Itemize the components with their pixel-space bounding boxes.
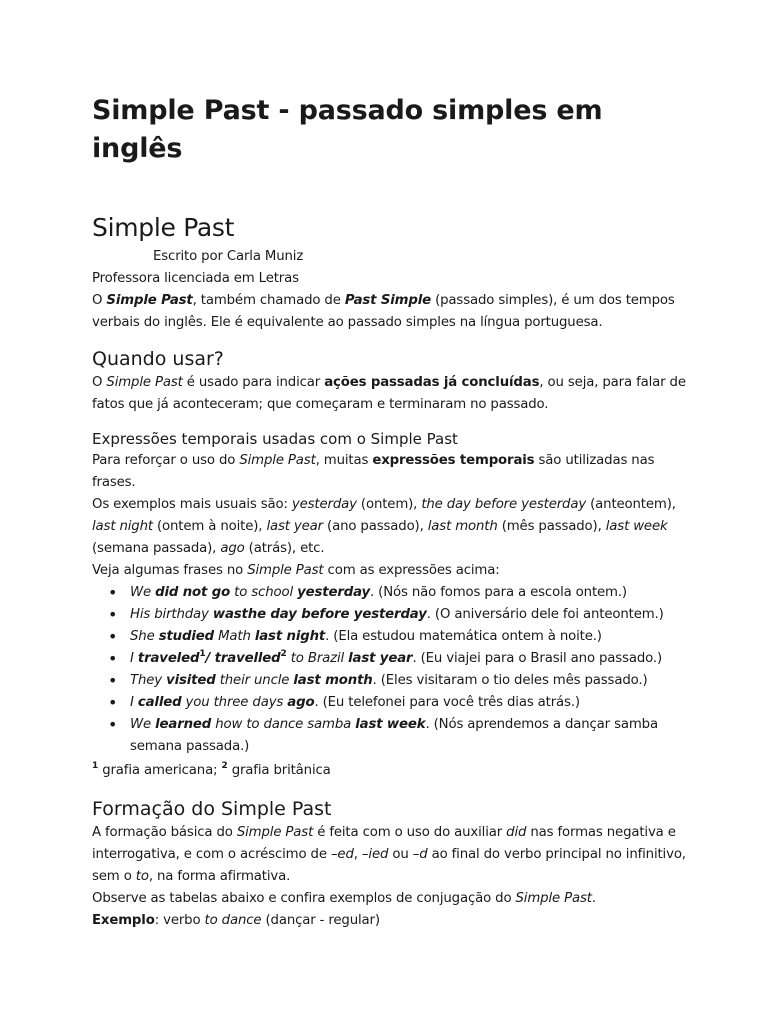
expressoes-paragraph-2: Os exemplos mais usuais são: yesterday (ontem), the day before yesterday (anteontem), last night (ontem à noite), last year (ano passado), last month (mês passado), last week (semana passada), ago (atrás), etc. [92, 497, 676, 556]
list-item: • His birthday wasthe day before yesterday. (O aniversário dele foi anteontem.) [130, 604, 692, 626]
heading-formacao: Formação do Simple Past [92, 798, 332, 820]
section-title: Simple Past [92, 213, 235, 242]
page-title: Simple Past - passado simples em inglês [92, 95, 603, 164]
formacao-paragraph-1: A formação básica do Simple Past é feita com o uso do auxiliar did nas formas negativa e interrogativa, e com o acréscimo de –ed, –ied ou –d ao final do verbo principal no infinitivo, sem o to, na forma afirmativa. [92, 825, 686, 884]
list-item: • I traveled$^1$/ travelled$^2$ to Brazil last year. (Eu viajei para o Brasil ano passado.) [130, 648, 692, 670]
expressoes-paragraph-1: Para reforçar o uso do Simple Past, muitas expressões temporais são utilizadas nas frases. [92, 453, 655, 490]
author-role: Professora licenciada em Letras [92, 271, 299, 286]
expressoes-paragraph-3: Veja algumas frases no Simple Past com as expressões acima: [92, 563, 500, 578]
formacao-paragraph-2: Observe as tabelas abaixo e confira exemplos de conjugação do Simple Past. [92, 891, 596, 906]
list-item: • She studied Math last night. (Ela estudou matemática ontem à noite.) [130, 626, 692, 648]
heading-quando-usar: Quando usar? [92, 348, 224, 370]
footnote: $^1$ grafia americana; $^2$ grafia britânica [92, 761, 331, 778]
formacao-paragraph-3: Exemplo: verbo to dance (dançar - regular) [92, 913, 380, 928]
examples-list [92, 582, 692, 758]
author-line: Escrito por Carla Muniz [153, 249, 304, 264]
list-item: • We did not go to school yesterday. (Nós não fomos para a escola ontem.) [130, 582, 692, 604]
document-content [92, 92, 692, 932]
heading-expressoes: Expressões temporais usadas com o Simple Past [92, 430, 458, 448]
list-item: • They visited their uncle last month. (Eles visitaram o tio deles mês passado.) [130, 670, 692, 692]
quando-paragraph: O Simple Past é usado para indicar ações passadas já concluídas, ou seja, para falar de fatos que já aconteceram; que começaram e terminaram no passado. [92, 375, 686, 412]
intro-paragraph: O Simple Past, também chamado de Past Simple (passado simples), é um dos tempos verbais do inglês. Ele é equivalente ao passado simples na língua portuguesa. [92, 293, 675, 330]
list-item: • I called you three days ago. (Eu telefonei para você três dias atrás.) [130, 692, 692, 714]
list-item: • We learned how to dance samba last week. (Nós aprendemos a dançar samba semana passada.) [130, 714, 692, 758]
